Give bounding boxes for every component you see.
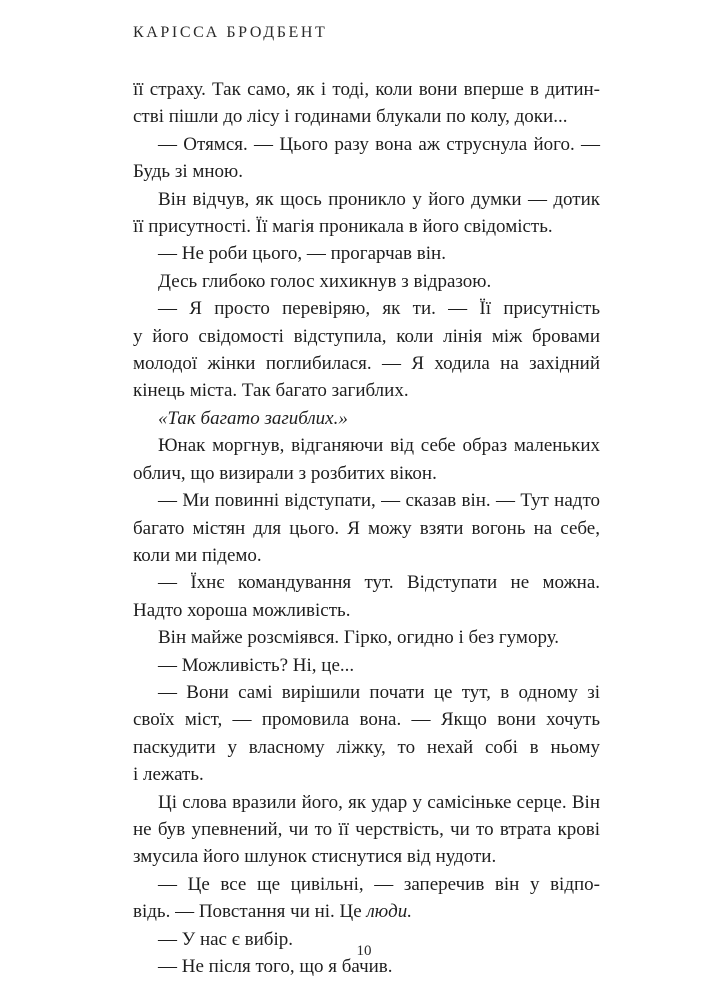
text-line: — Ми повинні відступати, — сказав він. — Тут надто: [158, 490, 600, 512]
text-line: — Можливість? Ні, це...: [158, 654, 355, 676]
paragraph: [133, 789, 600, 871]
paragraph: [133, 432, 600, 487]
paragraph: [133, 186, 600, 241]
text-line: Він майже розсміявся. Гірко, огидно і без гумору.: [158, 627, 560, 649]
text-line: її страху. Так само, як і тоді, коли вони вперше в дитин-: [133, 79, 600, 100]
text-line: — Отямся. — Цього разу вона аж струснула його. —: [158, 133, 600, 155]
text-line: — Це все ще цивільні, — заперечив він у відпо-: [158, 873, 600, 895]
text-line: стві пішли до лісу і годинами блукали по колу, доки...: [133, 106, 568, 128]
text-line: своїх міст, — промовила вона. — Якщо вони хочуть: [133, 709, 600, 731]
paragraph: [133, 240, 600, 267]
paragraph: [133, 76, 600, 131]
paragraph: [133, 569, 600, 624]
paragraph: [133, 268, 600, 295]
paragraph: [133, 131, 600, 186]
running-head-author: КАРІССА БРОДБЕНТ: [133, 24, 328, 41]
text-line: багато містян для цього. Я можу взяти вогонь на себе,: [133, 517, 600, 539]
text-line: Надто хороша можливість.: [133, 599, 351, 621]
text-line: — Не роби цього, — прогарчав він.: [158, 243, 446, 265]
paragraph: [133, 679, 600, 789]
text-line: змусила його шлунок стиснутися від нудоти.: [133, 846, 497, 868]
text-line: не був упевнений, чи то її черствість, чи то втрата крові: [133, 818, 600, 840]
paragraph: [133, 295, 600, 405]
text-line: кінець міста. Так багато загиблих.: [133, 380, 409, 402]
page-number: 10: [356, 943, 372, 959]
text-line: Ці слова вразили його, як удар у самісіньке серце. Він: [158, 791, 600, 813]
text-line: — У нас є вибір.: [158, 928, 293, 950]
text-line: Юнак моргнув, відганяючи від себе образ маленьких: [158, 435, 600, 457]
text-line: і лежать.: [133, 764, 204, 786]
text-line: Будь зі мною.: [133, 161, 243, 183]
text-line: Десь глибоко голос хихикнув з відразою.: [158, 270, 492, 292]
text-line: — Не після того, що я бачив.: [158, 956, 393, 977]
text-line: — Я просто перевіряю, як ти. — Її присутність: [158, 298, 600, 320]
text-line: у його свідомості відступила, коли лінія між бровами: [133, 325, 600, 347]
text-line: [133, 898, 600, 925]
body-text: [133, 76, 600, 980]
paragraph: [133, 624, 600, 651]
text-line: — Їхнє командування тут. Відступати не можна.: [158, 572, 600, 594]
text-line: коли ми підемо.: [133, 544, 262, 566]
paragraph: [133, 652, 600, 679]
text-line: облич, що визирали з розбитих вікон.: [133, 462, 437, 484]
text-line: — Вони самі вирішили почати це тут, в одному зі: [158, 681, 600, 703]
italic-word: люди.: [366, 901, 413, 923]
paragraph: [133, 405, 600, 432]
paragraph: [133, 487, 600, 569]
text-run: відь. — Повстання чи ні. Це: [133, 901, 367, 923]
italic-quote: «Так багато загиблих.»: [158, 407, 348, 429]
paragraph: [133, 871, 600, 926]
text-line: молодої жінки поглибилася. — Я ходила на західний: [133, 353, 600, 375]
text-line: її присутності. Її магія проникала в його свідомість.: [133, 216, 553, 238]
text-line: Він відчув, як щось проникло у його думки — дотик: [158, 188, 600, 210]
text-line: паскудити у власному ліжку, то нехай собі в ньому: [133, 736, 600, 758]
